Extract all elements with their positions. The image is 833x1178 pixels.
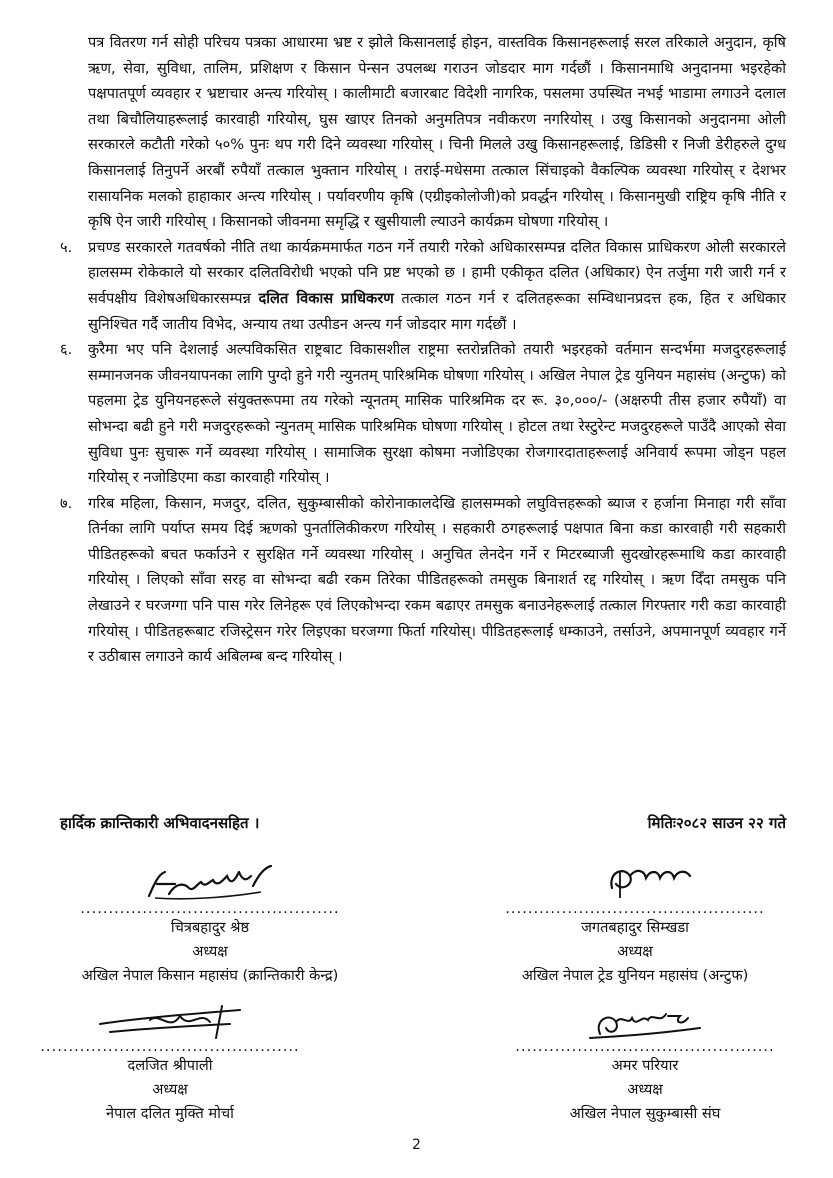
signature-block-4 <box>500 1002 790 1126</box>
signatory-name: दलजित श्रीपाली <box>127 1057 213 1074</box>
handwritten-signature-1 <box>135 858 285 904</box>
signature-block-3 <box>20 1002 320 1126</box>
handwritten-signature-4 <box>570 1002 720 1042</box>
signatory-name: अमर परियार <box>611 1057 679 1074</box>
signatory-organization: नेपाल दलित मुक्ति मोर्चा <box>106 1105 234 1122</box>
item-number: ७. <box>60 494 73 512</box>
list-item-5 <box>60 235 786 337</box>
page-number: 2 <box>412 1137 421 1153</box>
document-body <box>60 30 786 670</box>
closing-row <box>60 813 786 833</box>
item-number: ५. <box>60 238 73 256</box>
signatory-organization: अखिल नेपाल ट्रेड युनियन महासंघ (अन्टुफ) <box>521 967 749 984</box>
list-item-6 <box>60 337 786 491</box>
signature-block-1 <box>60 858 360 988</box>
signature-line: .............................................. <box>505 904 765 916</box>
intro-paragraph: पत्र वितरण गर्न सोही परिचय पत्रका आधारमा भ्रष्ट र झोले किसानलाई होइन, वास्तविक किसानहरूलाई सरल तरिकाले अनुदान, कृषि ऋण, सेवा, सुविधा, तालिम, प्रशिक्षण र किसान पेन्सन उपलब्ध गराउन जोडदार माग गर्दछौं । किसानमाथि अनुदानमा भइरहेको पक्षपातपूर्ण व्यवहार र भ्रष्टाचार अन्त्य गरियोस् । कालीमाटी बजारबाट विदेशी नागरिक, पसलमा उपस्थित नभई भाडामा लगाउने दलाल तथा बिचौलियाहरूलाई कारवाही गरियोस्, घुस खाएर तिनको अनुमतिपत्र नवीकरण नगरियोस् । उखु किसानको अनुदानमा ओली सरकारले कटौती गरेको ५०% पुनः थप गरी दिने व्यवस्था गरियोस् । चिनी मिलले उखु किसानहरूलाई, डिडिसी र निजी डेरीहरुले दुग्ध किसानलाई तिनुपर्ने अरबौं रुपैयाँ तत्काल भुक्तान गरियोस् । तराई-मधेसमा तत्काल सिंचाइको वैकल्पिक व्यवस्था गरियोस् र देशभर रासायनिक मलको हाहाकार अन्त्य गरियोस् । पर्यावरणीय कृषि (एग्रीइकोलोजी)को प्रवर्द्धन गरियोस् । किसानमुखी राष्ट्रिय कृषि नीति र कृषि ऐन जारी गरियोस् । किसानको जीवनमा समृद्धि र खुसीयाली ल्याउने कार्यक्रम घोषणा गरियोस् । <box>88 34 786 231</box>
item-text: प्रचण्ड सरकारले गतवर्षको नीति तथा कार्यक्रममार्फत गठन गर्ने तयारी गरेको अधिकारसम्पन्न दलित विकास प्राधिकरण ओली सरकारले हालसम्म रोकेकाले यो सरकार दलितविरोधी भएको पनि प्रष्ट भएको छ । हामी एकीकृत दलित (अधिकार) ऐन तर्जुमा गरी जारी गर्न र सर्वपक्षीय विशेषअधिकारसम्पन्न दलित विकास प्राधिकरण तत्काल गठन गर्न र दलितहरूका सम्विधानप्रदत्त हक, हित र अधिकार सुनिश्चित गर्दै जातीय विभेद, अन्याय तथा उत्पीडन अन्त्य गर्न जोडदार माग गर्दछौं । <box>88 238 787 333</box>
signatory-organization: अखिल नेपाल सुकुम्बासी संघ <box>569 1105 721 1122</box>
signature-line: .............................................. <box>40 1042 300 1054</box>
handwritten-signature-3 <box>80 1002 260 1042</box>
signature-line: .............................................. <box>80 904 340 916</box>
signatory-name: जगतबहादुर सिम्खडा <box>581 919 689 936</box>
signatory-title: अध्यक्ष <box>152 1081 188 1098</box>
signatory-title: अध्यक्ष <box>617 943 653 960</box>
signature-block-2 <box>480 858 790 988</box>
handwritten-signature-2 <box>560 858 710 904</box>
letter-date: मितिः२०८२ साउन २२ गते <box>647 814 786 832</box>
signatory-title: अध्यक्ष <box>192 943 228 960</box>
signatory-organization: अखिल नेपाल किसान महासंघ (क्रान्तिकारी केन्द्र) <box>81 967 339 984</box>
signatory-title: अध्यक्ष <box>627 1081 663 1098</box>
closing-greeting: हार्दिक क्रान्तिकारी अभिवादनसहित । <box>60 814 260 832</box>
item-number: ६. <box>60 341 73 359</box>
signature-line: .............................................. <box>515 1042 775 1054</box>
list-item-7 <box>60 491 786 670</box>
item-text: कुरैमा भए पनि देशलाई अल्पविकसित राष्ट्रबाट विकासशील राष्ट्रमा स्तरोन्नतिको तयारी भइरहको वर्तमान सन्दर्भमा मजदुरहरूलाई सम्मानजनक जीवनयापनका लागि पुग्दो हुने गरी न्युनतम् पारिश्रमिक घोषणा गरियोस् । अखिल नेपाल ट्रेड युनियन महासंघ (अन्टुफ) को पहलमा ट्रेड युनियनहरूले संयुक्तरूपमा तय गरेको न्यूनतम् मासिक पारिश्रमिक दर रू. ३०,०००/- (अक्षरुपी तीस हजार रुपैयाँ) वा सोभन्दा बढी हुने गरी मजदुरहरूको न्युनतम् मासिक पारिश्रमिक घोषणा गरियोस् । होटल तथा रेस्टुरेन्ट मजदुरहरूले पाउँदै आएको सेवा सुविधा पुनः सुचारू गर्ने व्यवस्था गरियोस् । सामाजिक सुरक्षा कोषमा नजोडिएका रोजगारदाताहरूलाई अनिवार्य रूपमा जोड्न पहल गरियोस् र नजोडिएमा कडा कारवाही गरियोस् । <box>88 341 786 487</box>
bold-phrase: दलित विकास प्राधिकरण <box>258 289 394 307</box>
signatory-name: चित्रबहादुर श्रेष्ठ <box>170 919 250 936</box>
item-text: गरिब महिला, किसान, मजदुर, दलित, सुकुम्बासीको कोरोनाकालदेखि हालसम्मको लघुवित्तहरूको ब्याज र हर्जाना मिनाहा गरी साँवा तिर्नका लागि पर्याप्त समय दिई ऋणको पुनर्तालिकीकरण गरियोस् । सहकारी ठगहरूलाई पक्षपात बिना कडा कारवाही गरी सहकारी पीडितहरूको बचत फर्काउने र सुरक्षित गर्ने व्यवस्था गरियोस् । अनुचित लेनदेन गर्ने र मिटरब्याजी सुदखोरहरूमाथि कडा कारवाही गरियोस् । लिएको साँवा सरह वा सोभन्दा बढी रकम तिरेका पीडितहरूको तमसुक बिनाशर्त रद्द गरियोस् । ऋण दिँदा तमसुक पनि लेखाउने र घरजग्गा पनि पास गरेर लिनेहरू एवं लिएकोभन्दा रकम बढाएर तमसुक बनाउनेहरूलाई तत्काल गिरफ्तार गरी कडा कारवाही गरियोस् । पीडितहरूबाट रजिस्ट्रेसन गरेर लिइएका घरजग्गा फिर्ता गरियोस्। पीडितहरूलाई धम्काउने, तर्साउने, अपमानपूर्ण व्यवहार गर्ने र उठीबास लगाउने कार्य अबिलम्ब बन्द गरियोस् । <box>88 494 786 666</box>
